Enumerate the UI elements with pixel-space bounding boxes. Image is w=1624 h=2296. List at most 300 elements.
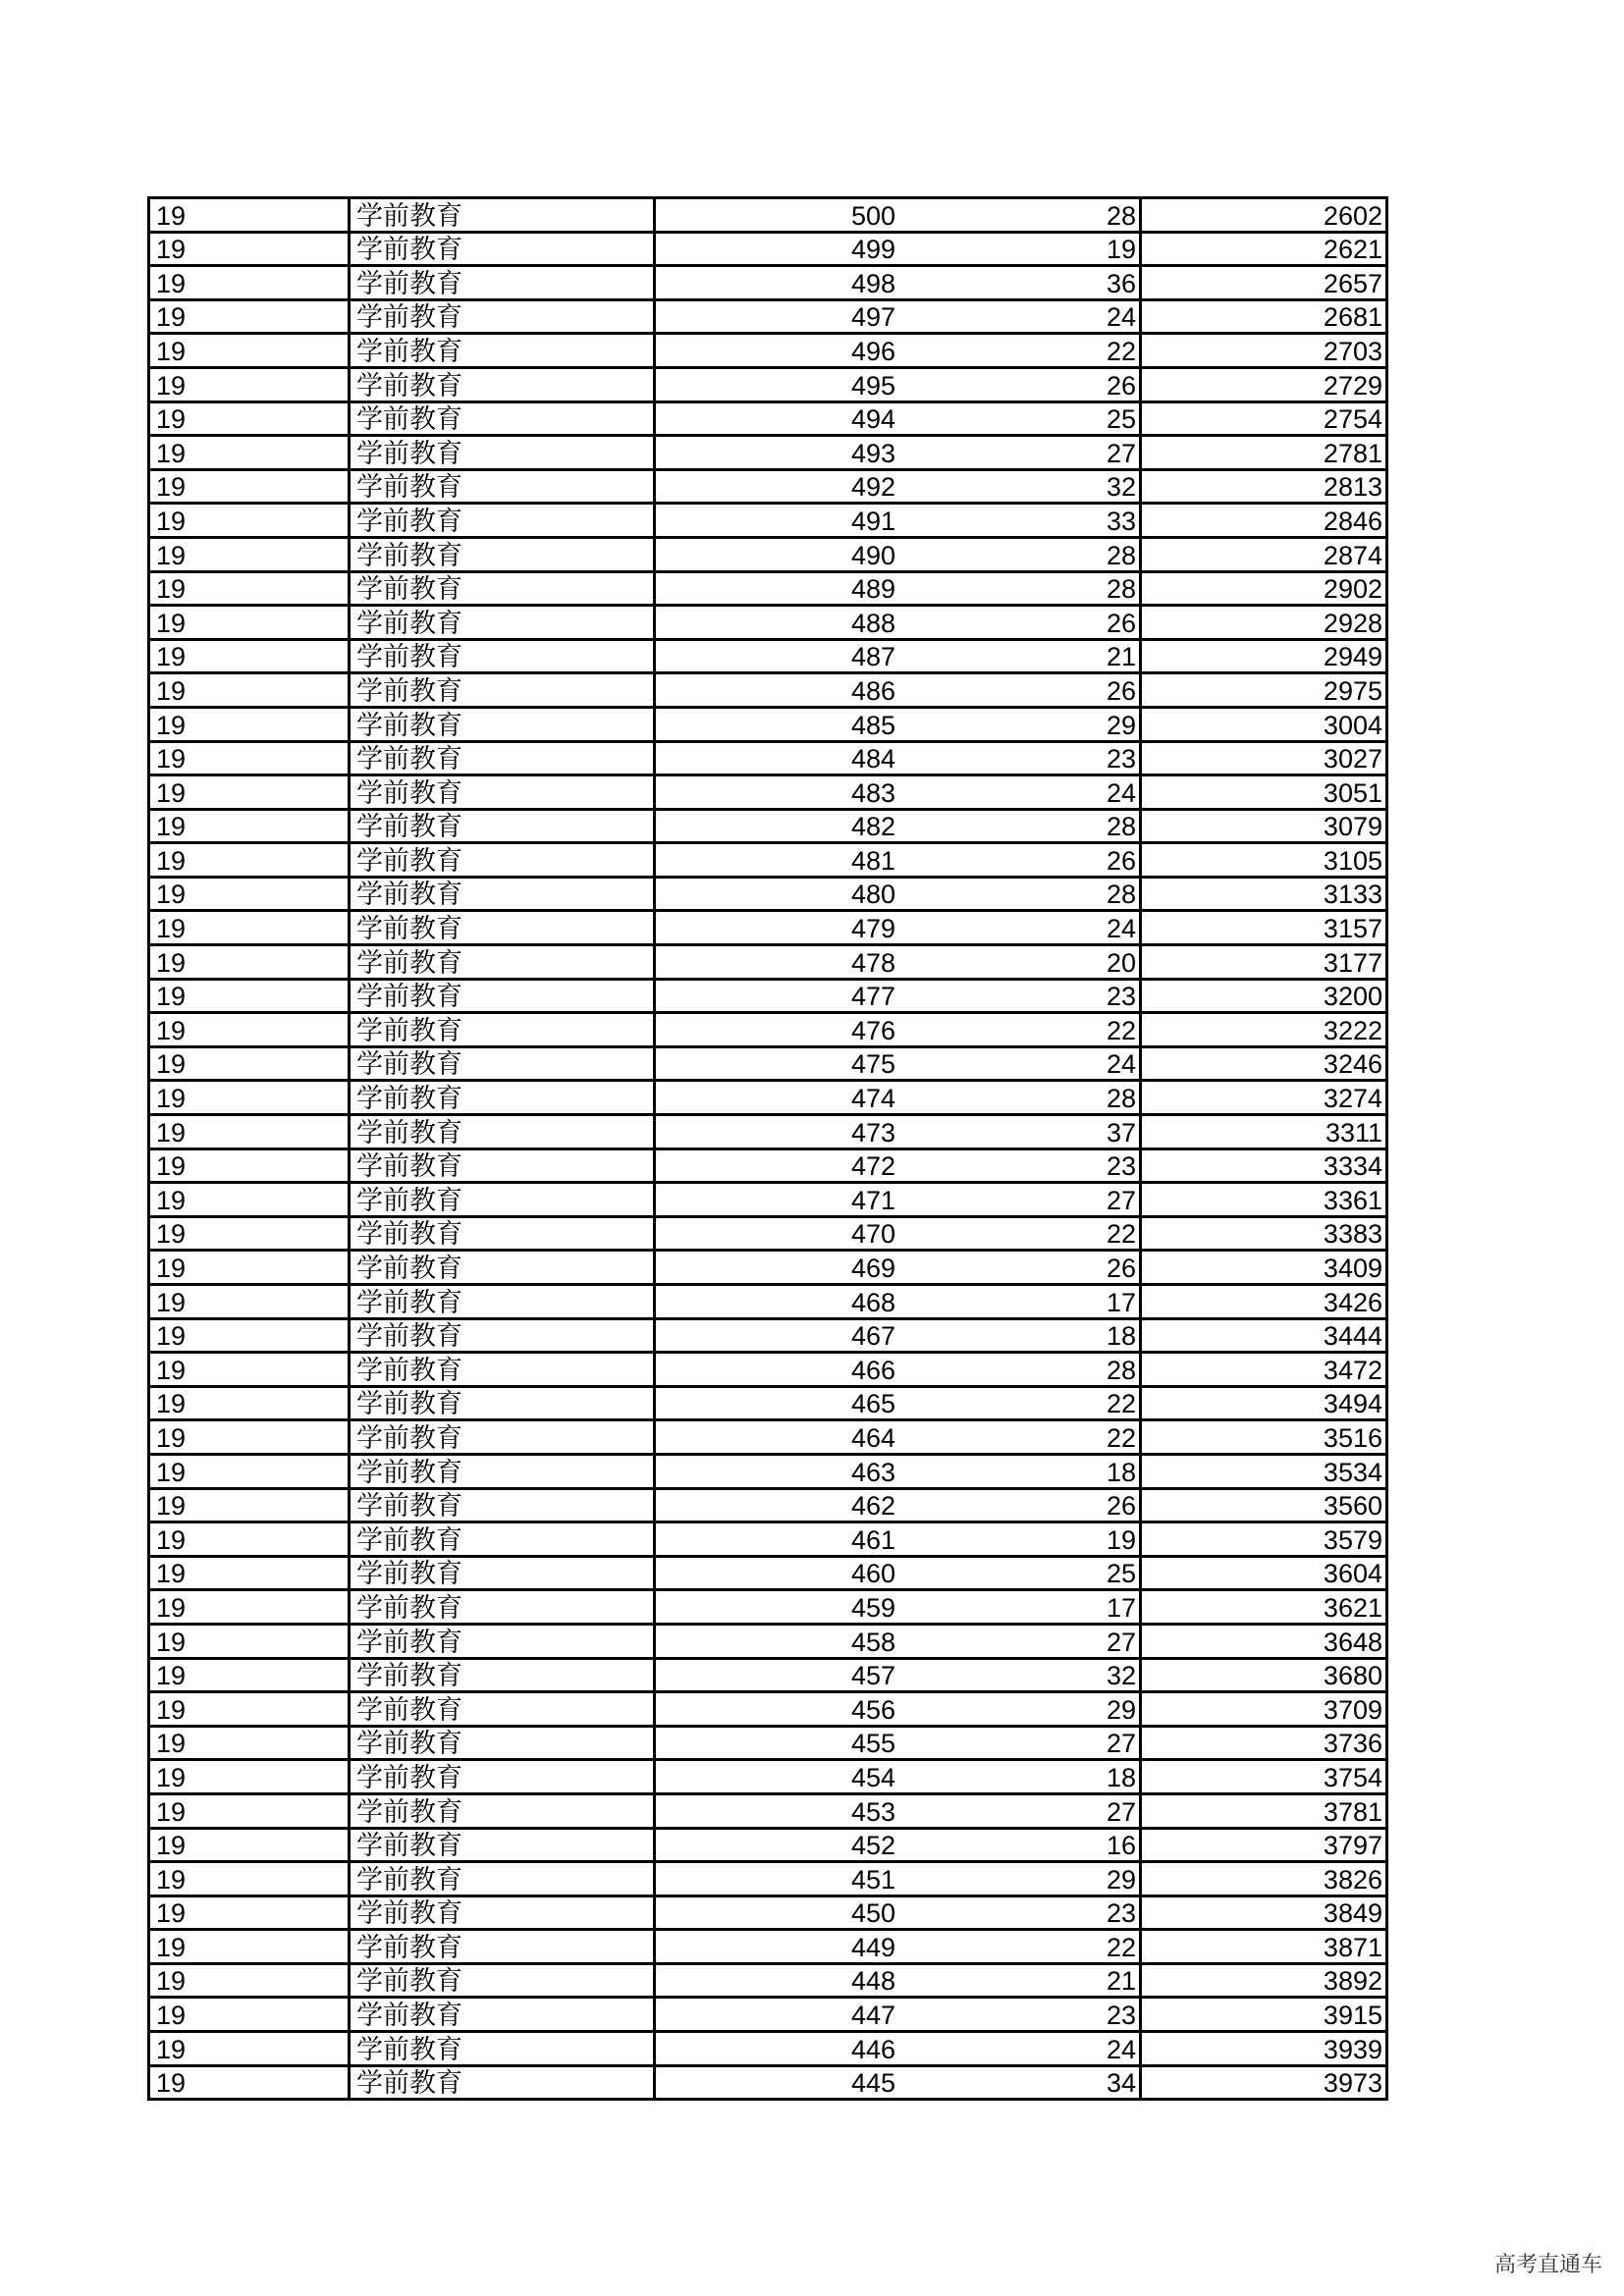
major-name-cell: 学前教育	[350, 673, 655, 708]
table-row	[149, 979, 1387, 1013]
score-cell: 457	[655, 1658, 899, 1692]
cumulative-cell: 3334	[1141, 1148, 1387, 1183]
batch-code-cell: 19	[149, 1556, 350, 1590]
count-cell: 22	[898, 1013, 1141, 1047]
count-cell: 18	[898, 1760, 1141, 1794]
batch-code-cell: 19	[149, 1420, 350, 1455]
batch-code-cell: 19	[149, 198, 350, 233]
score-cell: 447	[655, 1998, 899, 2032]
table-row	[149, 1624, 1387, 1658]
cumulative-cell: 3534	[1141, 1454, 1387, 1488]
cumulative-cell: 3781	[1141, 1793, 1387, 1828]
count-cell: 18	[898, 1318, 1141, 1353]
score-cell: 480	[655, 877, 899, 911]
table-row	[149, 1285, 1387, 1319]
table-row	[149, 1386, 1387, 1420]
batch-code-cell: 19	[149, 606, 350, 640]
count-cell: 25	[898, 1556, 1141, 1590]
count-cell: 29	[898, 1862, 1141, 1896]
score-cell: 451	[655, 1862, 899, 1896]
major-name-cell: 学前教育	[350, 606, 655, 640]
major-name-cell: 学前教育	[350, 299, 655, 334]
batch-code-cell: 19	[149, 504, 350, 538]
cumulative-cell: 2703	[1141, 334, 1387, 368]
table-row	[149, 1998, 1387, 2032]
major-name-cell: 学前教育	[350, 945, 655, 980]
batch-code-cell: 19	[149, 1386, 350, 1420]
major-name-cell: 学前教育	[350, 1386, 655, 1420]
batch-code-cell: 19	[149, 1115, 350, 1149]
count-cell: 28	[898, 1081, 1141, 1115]
cumulative-cell: 3516	[1141, 1420, 1387, 1455]
table-row	[149, 334, 1387, 368]
major-name-cell: 学前教育	[350, 1556, 655, 1590]
cumulative-cell: 3222	[1141, 1013, 1387, 1047]
score-cell: 484	[655, 741, 899, 775]
major-name-cell: 学前教育	[350, 1285, 655, 1319]
table-row	[149, 198, 1387, 233]
major-name-cell: 学前教育	[350, 1183, 655, 1217]
table-row	[149, 266, 1387, 300]
table-row	[149, 1148, 1387, 1183]
count-cell: 22	[898, 1386, 1141, 1420]
major-name-cell: 学前教育	[350, 571, 655, 606]
score-cell: 452	[655, 1828, 899, 1862]
score-cell: 461	[655, 1522, 899, 1557]
score-cell: 493	[655, 436, 899, 470]
cumulative-cell: 2874	[1141, 537, 1387, 571]
batch-code-cell: 19	[149, 1590, 350, 1625]
major-name-cell: 学前教育	[350, 707, 655, 741]
cumulative-cell: 3200	[1141, 979, 1387, 1013]
batch-code-cell: 19	[149, 1148, 350, 1183]
score-cell: 462	[655, 1488, 899, 1522]
major-name-cell: 学前教育	[350, 1420, 655, 1455]
major-name-cell: 学前教育	[350, 1963, 655, 1998]
cumulative-cell: 3648	[1141, 1624, 1387, 1658]
batch-code-cell: 19	[149, 266, 350, 300]
batch-code-cell: 19	[149, 1692, 350, 1727]
table-row	[149, 877, 1387, 911]
count-cell: 21	[898, 639, 1141, 673]
score-cell: 463	[655, 1454, 899, 1488]
batch-code-cell: 19	[149, 401, 350, 436]
score-cell: 494	[655, 401, 899, 436]
count-cell: 26	[898, 1251, 1141, 1285]
batch-code-cell: 19	[149, 1658, 350, 1692]
major-name-cell: 学前教育	[350, 334, 655, 368]
cumulative-cell: 3409	[1141, 1251, 1387, 1285]
score-cell: 455	[655, 1726, 899, 1760]
batch-code-cell: 19	[149, 1522, 350, 1557]
score-cell: 465	[655, 1386, 899, 1420]
batch-code-cell: 19	[149, 1216, 350, 1251]
major-name-cell: 学前教育	[350, 1353, 655, 1387]
major-name-cell: 学前教育	[350, 401, 655, 436]
cumulative-cell: 3892	[1141, 1963, 1387, 1998]
batch-code-cell: 19	[149, 367, 350, 401]
score-cell: 464	[655, 1420, 899, 1455]
score-cell: 446	[655, 2032, 899, 2066]
cumulative-cell: 2621	[1141, 232, 1387, 266]
batch-code-cell: 19	[149, 1251, 350, 1285]
count-cell: 17	[898, 1590, 1141, 1625]
batch-code-cell: 19	[149, 1046, 350, 1081]
score-cell: 478	[655, 945, 899, 980]
batch-code-cell: 19	[149, 2032, 350, 2066]
table-row	[149, 1183, 1387, 1217]
score-cell: 490	[655, 537, 899, 571]
batch-code-cell: 19	[149, 334, 350, 368]
score-cell: 468	[655, 1285, 899, 1319]
major-name-cell: 学前教育	[350, 1828, 655, 1862]
count-cell: 16	[898, 1828, 1141, 1862]
table-row	[149, 1556, 1387, 1590]
count-cell: 32	[898, 1658, 1141, 1692]
major-name-cell: 学前教育	[350, 1522, 655, 1557]
count-cell: 17	[898, 1285, 1141, 1319]
cumulative-cell: 2681	[1141, 299, 1387, 334]
major-name-cell: 学前教育	[350, 436, 655, 470]
batch-code-cell: 19	[149, 1726, 350, 1760]
count-cell: 29	[898, 1692, 1141, 1727]
major-name-cell: 学前教育	[350, 1793, 655, 1828]
table-row	[149, 1115, 1387, 1149]
score-cell: 482	[655, 809, 899, 843]
cumulative-cell: 2729	[1141, 367, 1387, 401]
major-name-cell: 学前教育	[350, 1216, 655, 1251]
cumulative-cell: 3939	[1141, 2032, 1387, 2066]
table-row	[149, 673, 1387, 708]
batch-code-cell: 19	[149, 707, 350, 741]
batch-code-cell: 19	[149, 1828, 350, 1862]
table-row	[149, 537, 1387, 571]
score-cell: 467	[655, 1318, 899, 1353]
score-cell: 449	[655, 1930, 899, 1964]
major-name-cell: 学前教育	[350, 809, 655, 843]
score-cell: 487	[655, 639, 899, 673]
cumulative-cell: 3826	[1141, 1862, 1387, 1896]
batch-code-cell: 19	[149, 1488, 350, 1522]
table-row	[149, 606, 1387, 640]
table-row	[149, 571, 1387, 606]
batch-code-cell: 19	[149, 1318, 350, 1353]
batch-code-cell: 19	[149, 945, 350, 980]
cumulative-cell: 3754	[1141, 1760, 1387, 1794]
cumulative-cell: 3973	[1141, 2065, 1387, 2100]
cumulative-cell: 3079	[1141, 809, 1387, 843]
batch-code-cell: 19	[149, 2065, 350, 2100]
score-cell: 456	[655, 1692, 899, 1727]
table-row	[149, 1318, 1387, 1353]
table-row	[149, 1353, 1387, 1387]
table-row	[149, 1726, 1387, 1760]
major-name-cell: 学前教育	[350, 1013, 655, 1047]
score-cell: 500	[655, 198, 899, 233]
batch-code-cell: 19	[149, 877, 350, 911]
major-name-cell: 学前教育	[350, 1896, 655, 1930]
cumulative-cell: 3311	[1141, 1115, 1387, 1149]
table-row	[149, 843, 1387, 878]
table-row	[149, 367, 1387, 401]
cumulative-cell: 3027	[1141, 741, 1387, 775]
major-name-cell: 学前教育	[350, 911, 655, 945]
count-cell: 28	[898, 571, 1141, 606]
count-cell: 19	[898, 1522, 1141, 1557]
table-row	[149, 436, 1387, 470]
major-name-cell: 学前教育	[350, 1318, 655, 1353]
table-row	[149, 1590, 1387, 1625]
batch-code-cell: 19	[149, 1081, 350, 1115]
batch-code-cell: 19	[149, 1353, 350, 1387]
count-cell: 25	[898, 401, 1141, 436]
cumulative-cell: 3246	[1141, 1046, 1387, 1081]
table-row	[149, 809, 1387, 843]
major-name-cell: 学前教育	[350, 2032, 655, 2066]
count-cell: 26	[898, 606, 1141, 640]
cumulative-cell: 3494	[1141, 1386, 1387, 1420]
table-row	[149, 1930, 1387, 1964]
table-row	[149, 1081, 1387, 1115]
score-cell: 481	[655, 843, 899, 878]
count-cell: 22	[898, 1930, 1141, 1964]
batch-code-cell: 19	[149, 1930, 350, 1964]
cumulative-cell: 3709	[1141, 1692, 1387, 1727]
table-row	[149, 911, 1387, 945]
count-cell: 27	[898, 1624, 1141, 1658]
table-row	[149, 1862, 1387, 1896]
batch-code-cell: 19	[149, 979, 350, 1013]
batch-code-cell: 19	[149, 673, 350, 708]
count-cell: 20	[898, 945, 1141, 980]
score-cell: 454	[655, 1760, 899, 1794]
count-cell: 23	[898, 741, 1141, 775]
batch-code-cell: 19	[149, 1285, 350, 1319]
cumulative-cell: 2928	[1141, 606, 1387, 640]
score-cell: 486	[655, 673, 899, 708]
major-name-cell: 学前教育	[350, 979, 655, 1013]
count-cell: 27	[898, 1793, 1141, 1828]
cumulative-cell: 2949	[1141, 639, 1387, 673]
major-name-cell: 学前教育	[350, 843, 655, 878]
batch-code-cell: 19	[149, 741, 350, 775]
major-name-cell: 学前教育	[350, 1930, 655, 1964]
table-row	[149, 1828, 1387, 1862]
count-cell: 22	[898, 1420, 1141, 1455]
table-row	[149, 232, 1387, 266]
count-cell: 26	[898, 1488, 1141, 1522]
count-cell: 34	[898, 2065, 1141, 2100]
batch-code-cell: 19	[149, 469, 350, 504]
cumulative-cell: 3361	[1141, 1183, 1387, 1217]
cumulative-cell: 3444	[1141, 1318, 1387, 1353]
batch-code-cell: 19	[149, 1998, 350, 2032]
count-cell: 29	[898, 707, 1141, 741]
table-row	[149, 1251, 1387, 1285]
table-row	[149, 1658, 1387, 1692]
count-cell: 33	[898, 504, 1141, 538]
table-row	[149, 1896, 1387, 1930]
cumulative-cell: 3133	[1141, 877, 1387, 911]
batch-code-cell: 19	[149, 1454, 350, 1488]
major-name-cell: 学前教育	[350, 469, 655, 504]
table-row	[149, 1692, 1387, 1727]
count-cell: 26	[898, 843, 1141, 878]
count-cell: 24	[898, 299, 1141, 334]
table-row	[149, 1013, 1387, 1047]
batch-code-cell: 19	[149, 1896, 350, 1930]
table-row	[149, 299, 1387, 334]
table-row	[149, 2032, 1387, 2066]
batch-code-cell: 19	[149, 299, 350, 334]
cumulative-cell: 3383	[1141, 1216, 1387, 1251]
score-cell: 466	[655, 1353, 899, 1387]
count-cell: 22	[898, 1216, 1141, 1251]
major-name-cell: 学前教育	[350, 2065, 655, 2100]
cumulative-cell: 3004	[1141, 707, 1387, 741]
batch-code-cell: 19	[149, 911, 350, 945]
count-cell: 26	[898, 367, 1141, 401]
major-name-cell: 学前教育	[350, 1760, 655, 1794]
major-name-cell: 学前教育	[350, 1148, 655, 1183]
batch-code-cell: 19	[149, 809, 350, 843]
score-cell: 497	[655, 299, 899, 334]
score-cell: 469	[655, 1251, 899, 1285]
table-row	[149, 1793, 1387, 1828]
score-cell: 498	[655, 266, 899, 300]
score-cell: 488	[655, 606, 899, 640]
batch-code-cell: 19	[149, 775, 350, 810]
table-row	[149, 741, 1387, 775]
batch-code-cell: 19	[149, 571, 350, 606]
score-cell: 445	[655, 2065, 899, 2100]
score-cell: 483	[655, 775, 899, 810]
major-name-cell: 学前教育	[350, 1115, 655, 1149]
major-name-cell: 学前教育	[350, 367, 655, 401]
table-row	[149, 1488, 1387, 1522]
table-row	[149, 707, 1387, 741]
table-row	[149, 1963, 1387, 1998]
count-cell: 28	[898, 809, 1141, 843]
major-name-cell: 学前教育	[350, 639, 655, 673]
cumulative-cell: 3560	[1141, 1488, 1387, 1522]
score-cell: 470	[655, 1216, 899, 1251]
count-cell: 26	[898, 673, 1141, 708]
count-cell: 23	[898, 1148, 1141, 1183]
count-cell: 28	[898, 537, 1141, 571]
cumulative-cell: 3472	[1141, 1353, 1387, 1387]
count-cell: 28	[898, 198, 1141, 233]
cumulative-cell: 2846	[1141, 504, 1387, 538]
cumulative-cell: 2902	[1141, 571, 1387, 606]
table-row	[149, 639, 1387, 673]
table-row	[149, 1420, 1387, 1455]
major-name-cell: 学前教育	[350, 741, 655, 775]
major-name-cell: 学前教育	[350, 1251, 655, 1285]
major-name-cell: 学前教育	[350, 198, 655, 233]
table-row	[149, 401, 1387, 436]
table-row	[149, 775, 1387, 810]
cumulative-cell: 3157	[1141, 911, 1387, 945]
score-cell: 479	[655, 911, 899, 945]
batch-code-cell: 19	[149, 1862, 350, 1896]
cumulative-cell: 3797	[1141, 1828, 1387, 1862]
major-name-cell: 学前教育	[350, 775, 655, 810]
batch-code-cell: 19	[149, 1793, 350, 1828]
major-name-cell: 学前教育	[350, 1862, 655, 1896]
major-name-cell: 学前教育	[350, 1998, 655, 2032]
score-cell: 492	[655, 469, 899, 504]
table-row	[149, 1454, 1387, 1488]
count-cell: 27	[898, 436, 1141, 470]
score-cell: 471	[655, 1183, 899, 1217]
count-cell: 22	[898, 334, 1141, 368]
count-cell: 27	[898, 1726, 1141, 1760]
major-name-cell: 学前教育	[350, 1046, 655, 1081]
score-table-body	[149, 198, 1387, 2100]
score-cell: 472	[655, 1148, 899, 1183]
table-row	[149, 2065, 1387, 2100]
major-name-cell: 学前教育	[350, 877, 655, 911]
cumulative-cell: 3621	[1141, 1590, 1387, 1625]
cumulative-cell: 2813	[1141, 469, 1387, 504]
count-cell: 37	[898, 1115, 1141, 1149]
score-cell: 458	[655, 1624, 899, 1658]
table-row	[149, 1216, 1387, 1251]
watermark: 高考直通车	[1493, 2253, 1602, 2277]
cumulative-cell: 2781	[1141, 436, 1387, 470]
batch-code-cell: 19	[149, 1183, 350, 1217]
count-cell: 24	[898, 911, 1141, 945]
batch-code-cell: 19	[149, 436, 350, 470]
batch-code-cell: 19	[149, 639, 350, 673]
score-cell: 475	[655, 1046, 899, 1081]
cumulative-cell: 3736	[1141, 1726, 1387, 1760]
batch-code-cell: 19	[149, 1013, 350, 1047]
count-cell: 19	[898, 232, 1141, 266]
cumulative-cell: 2602	[1141, 198, 1387, 233]
cumulative-cell: 3051	[1141, 775, 1387, 810]
cumulative-cell: 3680	[1141, 1658, 1387, 1692]
table-row	[149, 504, 1387, 538]
cumulative-cell: 3274	[1141, 1081, 1387, 1115]
score-cell: 499	[655, 232, 899, 266]
major-name-cell: 学前教育	[350, 537, 655, 571]
score-cell: 460	[655, 1556, 899, 1590]
score-cell: 489	[655, 571, 899, 606]
score-cell: 485	[655, 707, 899, 741]
score-cell: 453	[655, 1793, 899, 1828]
major-name-cell: 学前教育	[350, 1488, 655, 1522]
cumulative-cell: 3177	[1141, 945, 1387, 980]
count-cell: 18	[898, 1454, 1141, 1488]
cumulative-cell: 3426	[1141, 1285, 1387, 1319]
cumulative-cell: 2975	[1141, 673, 1387, 708]
cumulative-cell: 3915	[1141, 1998, 1387, 2032]
score-cell: 459	[655, 1590, 899, 1625]
table-row	[149, 1522, 1387, 1557]
batch-code-cell: 19	[149, 843, 350, 878]
cumulative-cell: 3871	[1141, 1930, 1387, 1964]
score-cell: 473	[655, 1115, 899, 1149]
cumulative-cell: 3849	[1141, 1896, 1387, 1930]
count-cell: 24	[898, 775, 1141, 810]
count-cell: 24	[898, 2032, 1141, 2066]
major-name-cell: 学前教育	[350, 1692, 655, 1727]
major-name-cell: 学前教育	[350, 1624, 655, 1658]
count-cell: 36	[898, 266, 1141, 300]
major-name-cell: 学前教育	[350, 266, 655, 300]
